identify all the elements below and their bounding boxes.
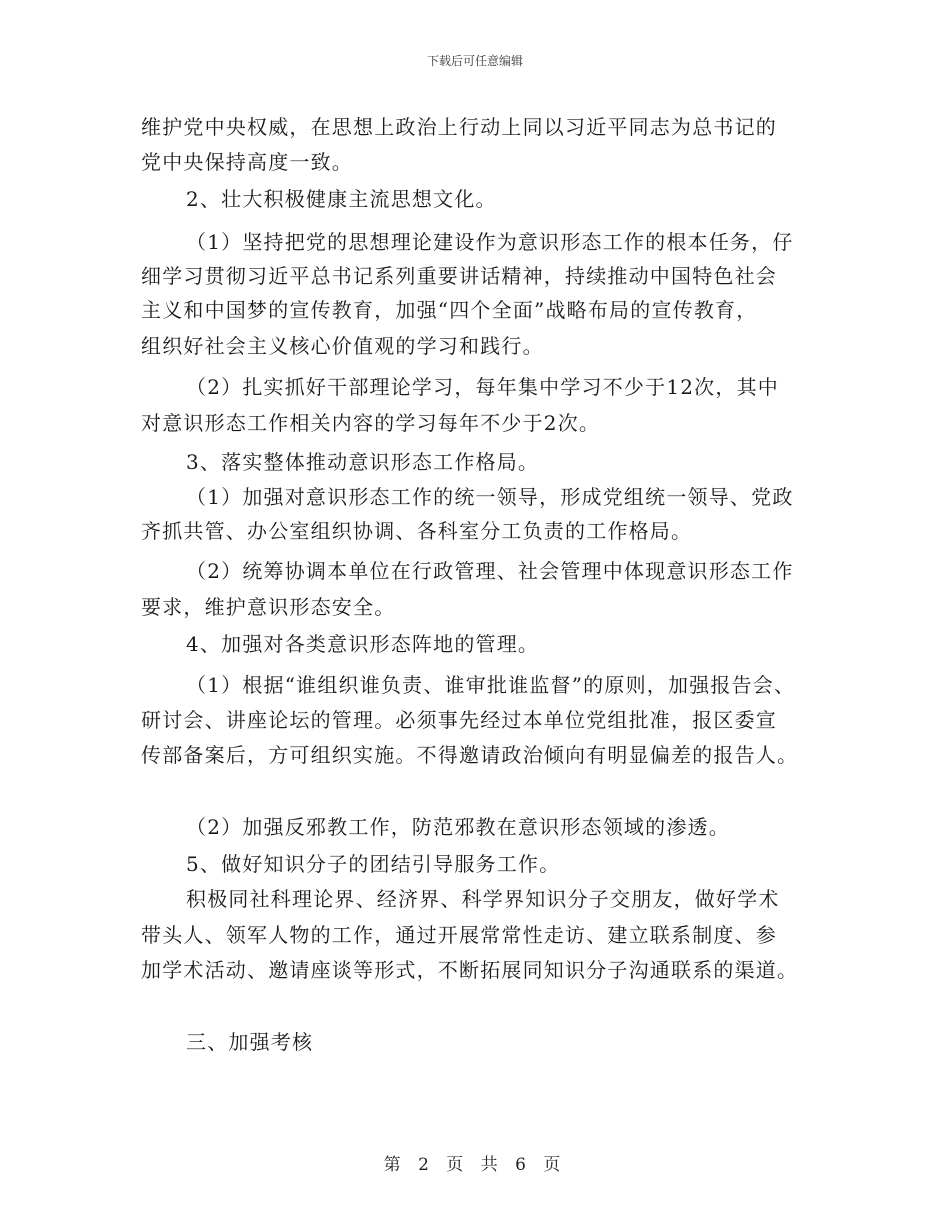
body-line: 细学习贯彻习近平总书记系列重要讲话精神，持续推动中国特色社会 [141,264,777,288]
page-footer: 第 2 页 共 6 页 [383,1155,567,1175]
body-line: （1）坚持把党的思想理论建设作为意识形态工作的根本任务，仔 [186,230,794,254]
body-line: 带头人、领军人物的工作，通过开展常常性走访、建立联系制度、参 [141,923,777,947]
body-line: 5、做好知识分子的团结引导服务工作。 [186,852,561,876]
body-line: 4、加强对各类意识形态阵地的管理。 [186,632,540,656]
section-heading: 三、加强考核 [186,1030,314,1054]
body-line: 维护党中央权威，在思想上政治上行动上同以习近平同志为总书记的 [141,115,777,139]
body-line: 加学术活动、邀请座谈等形式，不断拓展同知识分子沟通联系的渠道。 [141,958,799,982]
body-line: 主义和中国梦的宣传教育，加强“四个全面”战略布局的宣传教育， [141,298,758,322]
body-line: 3、落实整体推动意识形态工作格局。 [186,450,540,474]
body-line: 党中央保持高度一致。 [141,150,353,174]
body-line: （2）加强反邪教工作，防范邪教在意识形态领域的渗透。 [186,815,730,839]
body-line: 研讨会、讲座论坛的管理。必须事先经过本单位党组批准，报区委宣 [141,708,777,732]
body-line: 2、壮大积极健康主流思想文化。 [186,187,497,211]
body-line: （1）根据“谁组织谁负责、谁审批谁监督”的原则，加强报告会、 [186,673,796,697]
body-line: 传部备案后，方可组织实施。不得邀请政治倾向有明显偏差的报告人。 [141,743,799,767]
body-line: 对意识形态工作相关内容的学习每年不少于2次。 [141,411,601,435]
body-line: （2）统筹协调本单位在行政管理、社会管理中体现意识形态工作 [186,559,794,583]
body-line: 组织好社会主义核心价值观的学习和践行。 [141,334,544,358]
body-line: 要求，维护意识形态安全。 [141,595,396,619]
body-line: （2）扎实抓好干部理论学习，每年集中学习不少于12次，其中 [186,375,779,399]
body-line: 积极同社科理论界、经济界、科学界知识分子交朋友，做好学术 [186,887,780,911]
body-line: 齐抓共管、办公室组织协调、各科室分工负责的工作格局。 [141,519,693,543]
page-header: 下载后可任意编辑 [426,54,523,68]
body-line: （1）加强对意识形态工作的统一领导，形成党组统一领导、党政 [186,485,794,509]
